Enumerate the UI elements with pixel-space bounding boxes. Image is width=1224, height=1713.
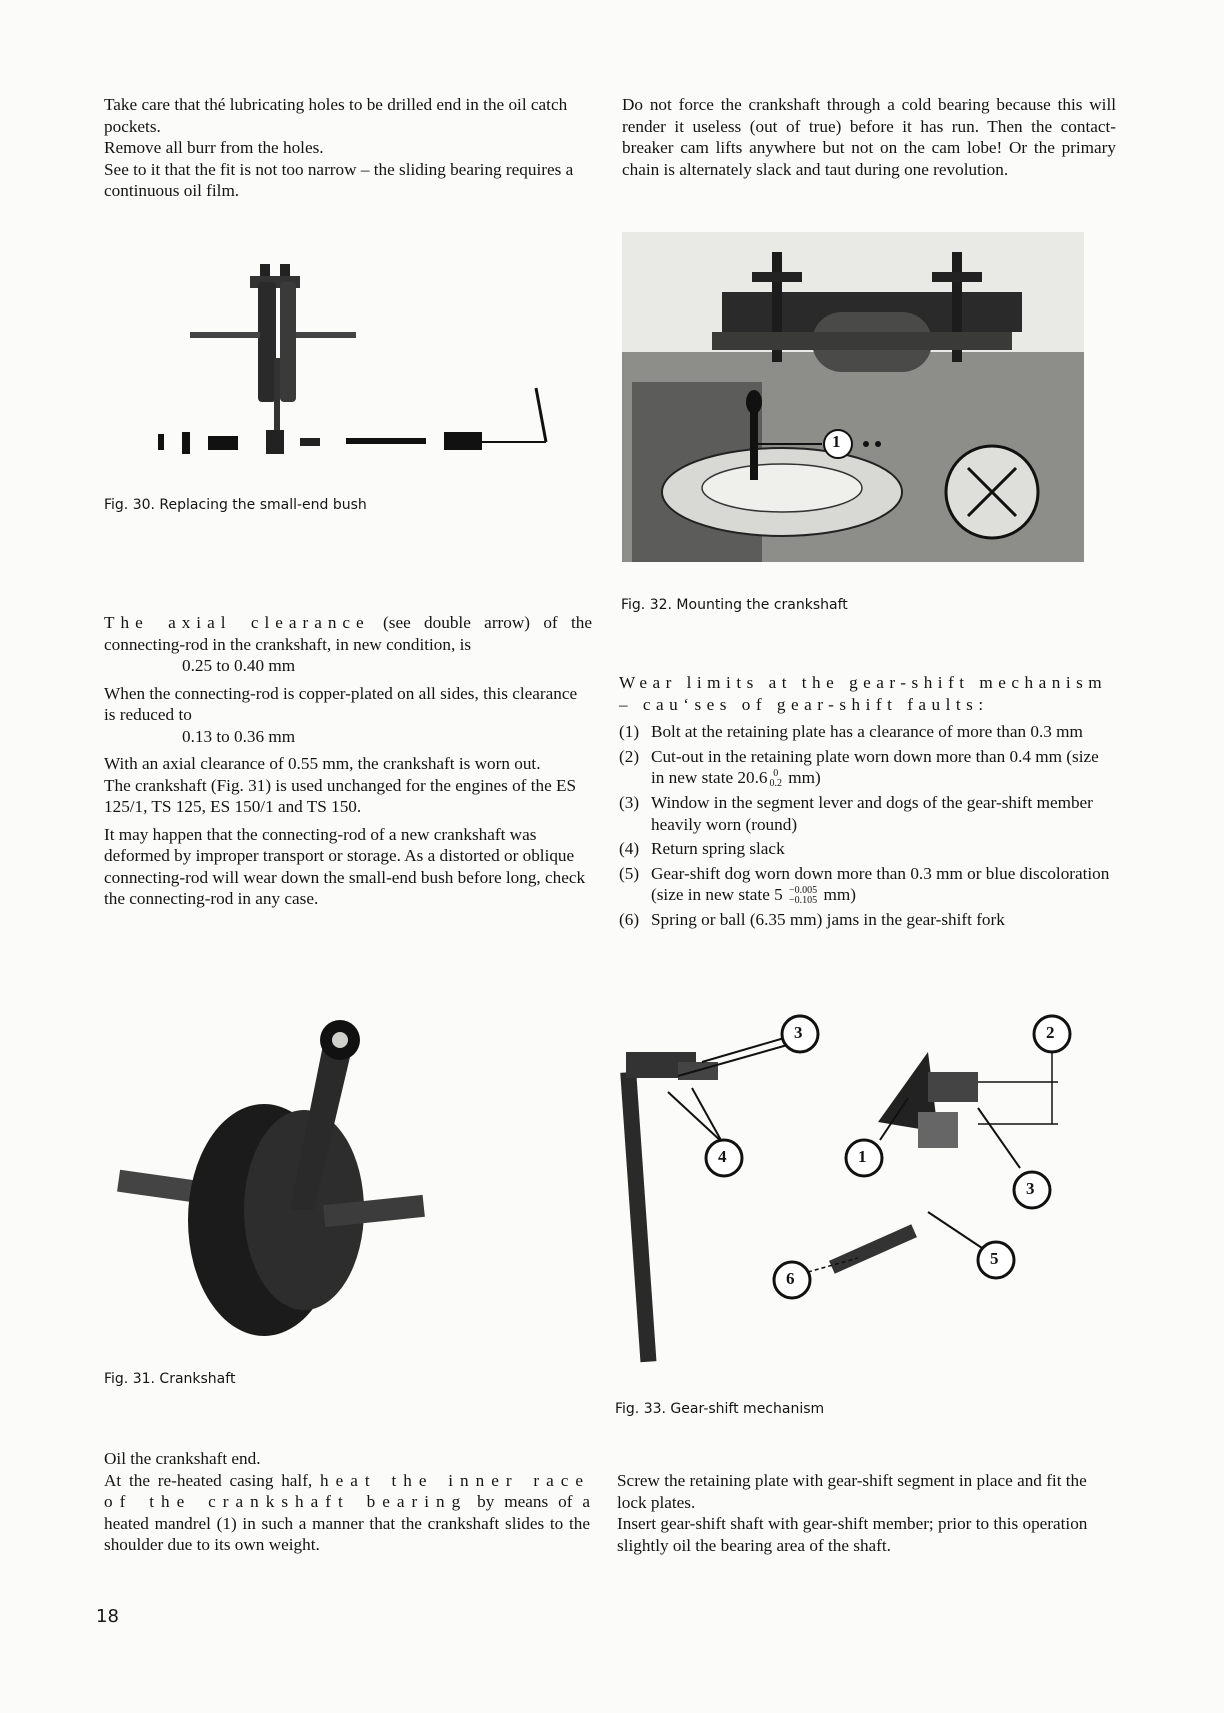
list-item: (6) Spring or ball (6.35 mm) jams in the gear-shift fork	[619, 910, 1005, 930]
wear-limits-section	[619, 672, 1116, 934]
callout-6: 6	[786, 1269, 795, 1288]
small-end-bush-drawing	[150, 258, 550, 468]
callout-5: 5	[990, 1249, 999, 1268]
bottom-left-section	[104, 1448, 590, 1556]
list-item: (4) Return spring slack	[619, 839, 785, 859]
intro-paragraph-left	[104, 94, 600, 202]
callout-3: 3	[794, 1023, 803, 1042]
text-paragraph: Do not force the crankshaft through a cold bearing because this will render it useless (out of true) before it has run. Then the contact-breaker cam lifts anywhere but not on the cam lobe! Or the primary chain is alternately slack and taut during one revolution.	[622, 95, 1116, 179]
text-run: by means of a heated mandrel (1) in such a manner that the crankshaft slides to the shoulder due to its own weight.	[104, 1492, 591, 1554]
spaced-text: heat the inner race of the crankshaft bearing	[104, 1470, 590, 1511]
text-line: See to it that the fit is not too narrow – the sliding bearing requires a continuous oil film.	[104, 159, 574, 200]
gear-shift-drawing	[618, 1012, 1088, 1364]
axial-clearance-section	[104, 612, 592, 910]
heat-paragraph	[104, 1470, 590, 1556]
text-paragraph: Screw the retaining plate with gear-shift segment in place and fit the lock plates.	[617, 1471, 1087, 1512]
spaced-heading: The axial clearance	[104, 613, 370, 632]
text-paragraph: Insert gear-shift shaft with gear-shift member; prior to this operation slightly oil the bearing area of the shaft.	[617, 1514, 1088, 1555]
intro-paragraph-right	[622, 94, 1116, 180]
callout-4: 4	[718, 1147, 727, 1166]
figure-33-gear-shift-mechanism	[615, 1012, 1088, 1417]
clearance-value: 0.13 to 0.36 mm	[182, 726, 296, 746]
axial-clearance-paragraph	[104, 612, 592, 655]
figure-32-mounting-crankshaft	[622, 232, 1084, 613]
clearance-value: 0.25 to 0.40 mm	[182, 656, 296, 675]
wear-limits-list	[619, 721, 1116, 931]
figure-30-small-end-bush	[104, 258, 550, 513]
tolerance-fraction: −0.005 −0.105	[789, 885, 818, 907]
crankshaft-drawing	[104, 1010, 434, 1340]
text-paragraph: Oil the crankshaft end.	[104, 1449, 261, 1468]
list-item: (1) Bolt at the retaining plate has a clearance of more than 0.3 mm	[619, 722, 1083, 741]
list-item: (3) Window in the segment lever and dogs of the gear-shift member heavily worn (round)	[619, 793, 1093, 834]
tolerance-fraction: 0 0.2	[769, 768, 782, 790]
text-paragraph: The crankshaft (Fig. 31) is used unchanged for the engines of the ES 125/1, TS 125, ES 150/1 and TS 150.	[104, 775, 577, 816]
callout-3: 3	[1026, 1179, 1035, 1198]
wear-limits-heading: Wear limits at the gear-shift mechanism – cauʻses of gear-shift faults:	[619, 673, 1108, 714]
figure-caption: Fig. 32. Mounting the crankshaft	[621, 597, 848, 613]
callout-1: 1	[832, 432, 841, 451]
figure-caption: Fig. 33. Gear-shift mechanism	[615, 1401, 825, 1417]
mounting-crankshaft-photo	[622, 232, 1084, 562]
list-item: (5) Gear-shift dog worn down more than 0.3 mm or blue discoloration (size in new state 5 −0.005 −0.105 mm)	[619, 863, 1110, 907]
figure-31-crankshaft	[104, 1010, 434, 1387]
page-number: 18	[96, 1606, 119, 1627]
text-line: Take care that thé lubricating holes to be drilled end in the oil catch pockets.	[104, 95, 568, 136]
text-paragraph: It may happen that the connecting-rod of a new crankshaft was deformed by improper transport or storage. As a distorted or oblique connecting-rod will wear down the small-end bush before long, check the connecting-rod in any case.	[104, 824, 586, 908]
callout-1: 1	[858, 1147, 867, 1166]
text-run: At the re-heated casing half,	[104, 1470, 313, 1490]
figure-caption: Fig. 30. Replacing the small-end bush	[104, 497, 367, 513]
list-item: (2) Cut-out in the retaining plate worn down more than 0.4 mm (size in new state 20.6 0 0.2 mm)	[619, 746, 1099, 790]
figure-caption: Fig. 31. Crankshaft	[104, 1371, 236, 1387]
callout-2: 2	[1046, 1023, 1055, 1042]
text-paragraph: When the connecting-rod is copper-plated on all sides, this clearance is reduced to	[104, 683, 578, 724]
bottom-right-section	[617, 1470, 1113, 1556]
text-line: Remove all burr from the holes.	[104, 138, 324, 157]
text-paragraph: With an axial clearance of 0.55 mm, the crankshaft is worn out.	[104, 754, 541, 773]
text-run: (see double arrow) of the connecting-rod in the crankshaft, in new condition, is	[104, 613, 592, 654]
